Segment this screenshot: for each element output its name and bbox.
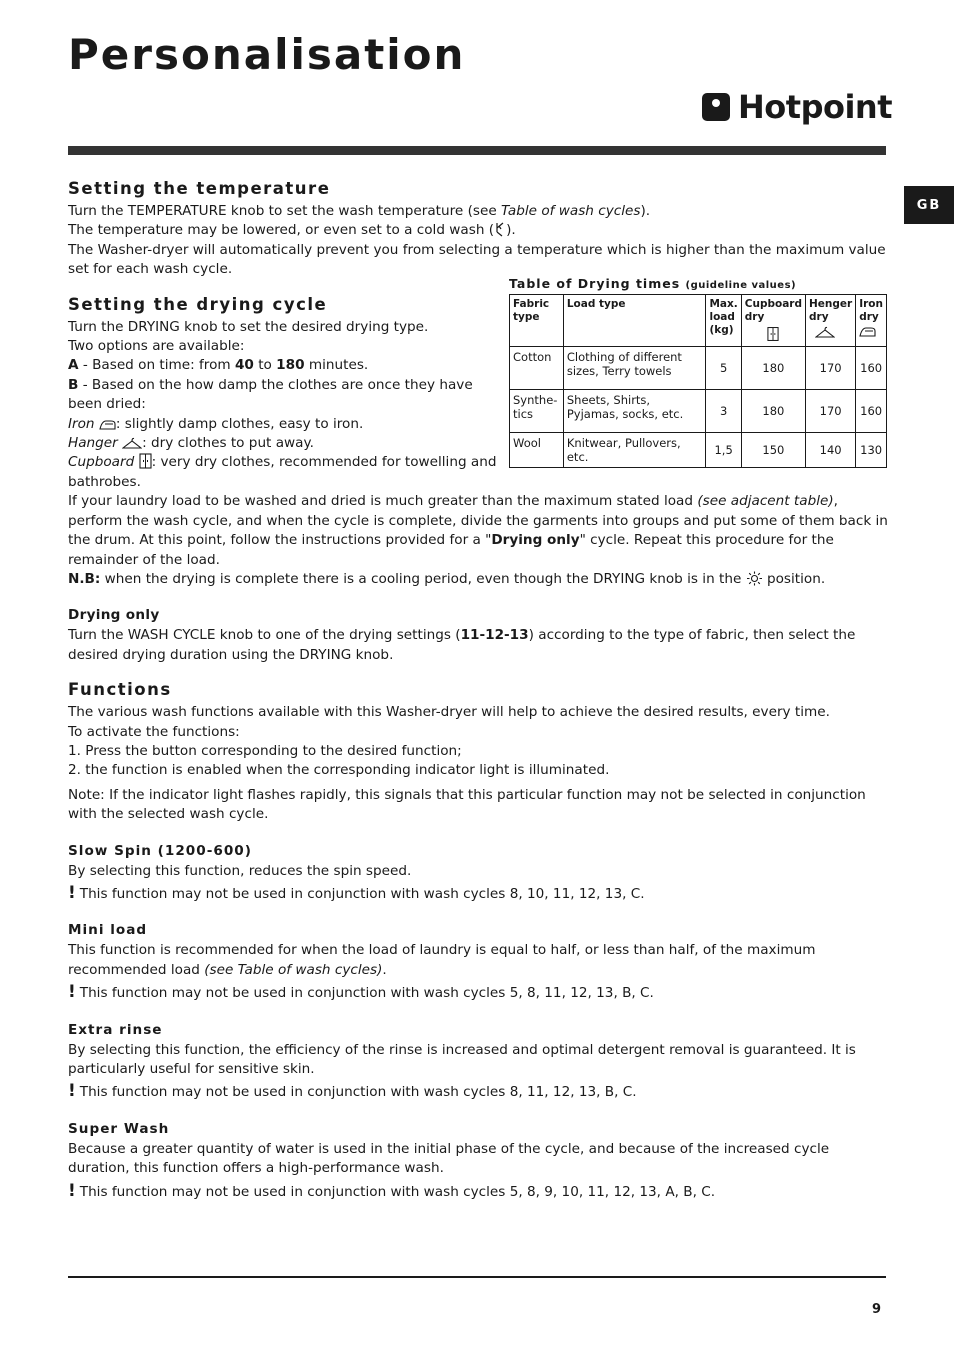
temperature-section (68, 178, 888, 280)
functions-section (68, 679, 888, 1202)
extra-rinse-text: By selecting this function, the efficiency of the rinse is increased and optimal detergent removal is guaranteed. It is particularly useful for sensitive skin. (68, 1041, 856, 1077)
cell-fabric: Synthe-tics (510, 389, 564, 432)
cell-hanger: 140 (806, 432, 856, 467)
slow-spin-text: By selecting this function, reduces the spin speed. (68, 862, 412, 879)
drying-large-load-text: If your laundry load to be washed and dried is much greater than the maximum stated load (see adjacent table), perform the wash cycle, and when the cycle is complete, divide the garments into groups and put some of them back in the drum. At this point, follow the instructions provided for a "Drying only" cycle. Repeat this procedure for the remainder of the load. (68, 493, 888, 568)
hanger-icon (815, 326, 835, 339)
drying-cupboard-option: Cupboard : very dry clothes, recommended for towelling and bathrobes. (68, 454, 497, 490)
functions-note: Note: If the indicator light flashes rapidly, this signals that this particular function may not be selected in conjunction with the selected wash cycle. (68, 786, 866, 823)
slow-spin-warning: ! This function may not be used in conjunction with wash cycles 8, 10, 11, 12, 13, C. (68, 882, 645, 903)
cell-max-load: 3 (706, 389, 741, 432)
temperature-line-2: The temperature may be lowered, or even set to a cold wash ( ). (68, 222, 516, 239)
functions-heading: Functions (68, 680, 172, 700)
page-content (68, 178, 888, 1202)
mini-load-warning: ! This function may not be used in conjunction with wash cycles 5, 8, 11, 12, 13, B, C. (68, 982, 654, 1003)
drying-times-table (509, 294, 887, 468)
hanger-icon (122, 437, 142, 450)
header-max-load: Max. load (kg) (706, 294, 741, 346)
header-rule (68, 146, 886, 155)
table-header-row (510, 294, 887, 346)
slow-spin-heading: Slow Spin (1200-600) (68, 842, 252, 859)
cell-iron: 160 (856, 346, 887, 389)
brand-logo (702, 88, 892, 126)
drying-option-b: B - Based on the how damp the clothes are once they have been dried: (68, 376, 473, 413)
cell-fabric: Wool (510, 432, 564, 467)
mini-load-text: This function is recommended for when the load of laundry is equal to half, or less than half, of the maximum recommended load (see Table of wash cycles). (68, 942, 816, 978)
cell-load: Knitwear, Pullovers, etc. (563, 432, 706, 467)
warning-exclamation-icon: ! (68, 982, 76, 1003)
cell-iron: 160 (856, 389, 887, 432)
header-cupboard-dry: Cupboard dry (741, 294, 805, 346)
cell-cupboard: 180 (741, 346, 805, 389)
functions-intro-1: The various wash functions available with this Washer-dryer will help to achieve the desired results, every time. (68, 704, 830, 721)
extra-rinse-warning: ! This function may not be used in conjunction with wash cycles 8, 11, 12, 13, B, C. (68, 1081, 637, 1102)
brand-logo-mark-icon (702, 93, 730, 121)
warning-exclamation-icon: ! (68, 1180, 76, 1201)
warning-exclamation-icon: ! (68, 882, 76, 903)
super-wash-warning: ! This function may not be used in conjunction with wash cycles 5, 8, 9, 10, 11, 12, 13, A, B, C. (68, 1180, 716, 1201)
iron-icon (859, 326, 876, 338)
drying-option-a: A - Based on time: from 40 to 180 minutes. (68, 357, 369, 374)
page-number: 9 (872, 1302, 882, 1317)
drying-table-caption: Table of Drying times (guideline values) (509, 275, 797, 291)
drying-nb-text: N.B: when the drying is complete there is a cooling period, even though the DRYING knob is in the position. (68, 570, 826, 587)
brand-name: Hotpoint (738, 88, 892, 126)
drying-heading: Setting the drying cycle (68, 294, 328, 314)
cell-hanger: 170 (806, 346, 856, 389)
functions-step-1: 1. Press the button corresponding to the desired function; (68, 742, 462, 759)
cell-load: Clothing of different sizes, Terry towels (563, 346, 706, 389)
cell-max-load: 5 (706, 346, 741, 389)
footer-rule (68, 1276, 886, 1278)
cold-wash-icon (494, 222, 506, 237)
cupboard-icon (767, 326, 779, 342)
cooling-sun-icon (746, 571, 763, 586)
cell-max-load: 1,5 (706, 432, 741, 467)
drying-iron-option: Iron : slightly damp clothes, easy to iron. (68, 415, 364, 432)
drying-times-table-block (509, 276, 887, 468)
cell-iron: 130 (856, 432, 887, 467)
drying-intro-1: Turn the DRYING knob to set the desired drying type. (68, 318, 429, 335)
header-hanger-dry: Henger dry (806, 294, 856, 346)
warning-exclamation-icon: ! (68, 1081, 76, 1102)
temperature-line-3: The Washer-dryer will automatically prevent you from selecting a temperature which is higher than the maximum value set for each wash cycle. (68, 241, 886, 278)
table-row (510, 432, 887, 467)
drying-intro-2: Two options are available: (68, 338, 245, 355)
super-wash-heading: Super Wash (68, 1120, 170, 1137)
drying-only-text: Turn the WASH CYCLE knob to one of the drying settings (11-12-13) according to the type of fabric, then select the desired drying duration using the DRYING knob. (68, 627, 856, 663)
cell-load: Sheets, Shirts, Pyjamas, socks, etc. (563, 389, 706, 432)
cupboard-icon (139, 453, 152, 469)
page-title: Personalisation (68, 30, 466, 79)
drying-section (68, 275, 888, 666)
table-row (510, 346, 887, 389)
functions-step-2: 2. the function is enabled when the corresponding indicator light is illuminated. (68, 762, 610, 779)
header-fabric-type: Fabric type (510, 294, 564, 346)
table-row (510, 389, 887, 432)
functions-intro-2: To activate the functions: (68, 723, 240, 740)
extra-rinse-heading: Extra rinse (68, 1021, 163, 1038)
cell-cupboard: 180 (741, 389, 805, 432)
language-tab: GB (904, 186, 954, 224)
cell-hanger: 170 (806, 389, 856, 432)
cell-fabric: Cotton (510, 346, 564, 389)
temperature-line-1: Turn the TEMPERATURE knob to set the wash temperature (see Table of wash cycles). (68, 203, 651, 219)
cell-cupboard: 150 (741, 432, 805, 467)
mini-load-heading: Mini load (68, 922, 148, 939)
iron-icon (99, 419, 116, 431)
drying-hanger-option: Hanger : dry clothes to put away. (68, 435, 314, 452)
temperature-heading: Setting the temperature (68, 179, 331, 198)
drying-only-heading: Drying only (68, 607, 160, 624)
header-iron-dry: Iron dry (856, 294, 887, 346)
header-load-type: Load type (563, 294, 706, 346)
super-wash-text: Because a greater quantity of water is used in the initial phase of the cycle, and because of the increased cycle duration, this function offers a high-performance wash. (68, 1140, 830, 1177)
